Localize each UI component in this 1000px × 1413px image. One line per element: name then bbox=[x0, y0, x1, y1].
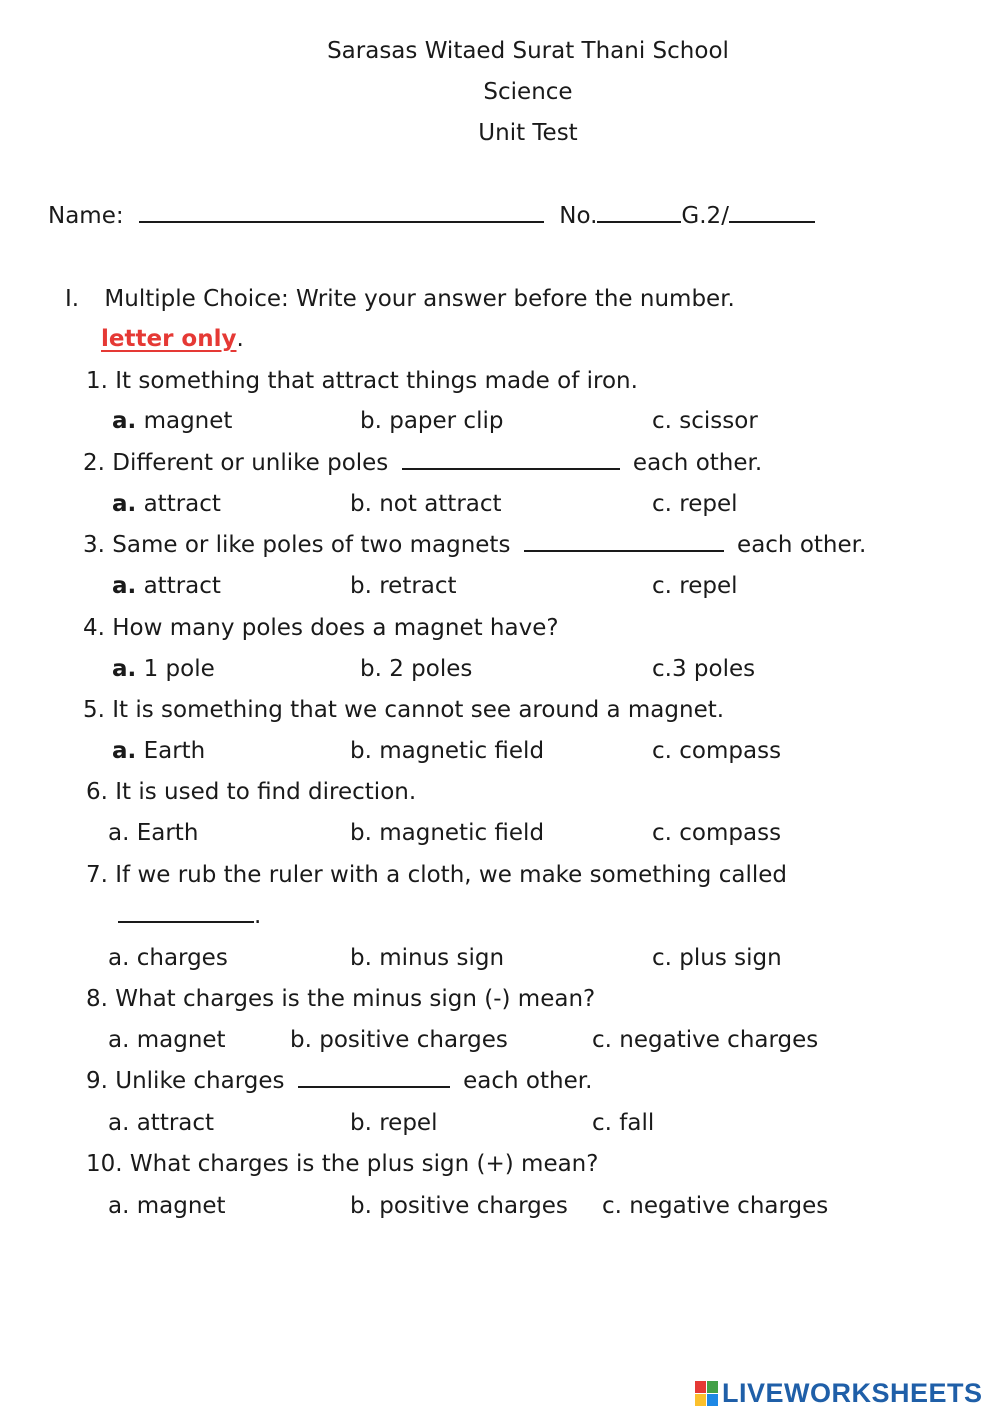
q3-option-a-text: attract bbox=[143, 573, 221, 599]
q7-blank-period: . bbox=[254, 903, 262, 929]
q9-option-c: c. fall bbox=[592, 1110, 655, 1136]
q3-option-a bbox=[112, 571, 221, 601]
q2-option-a-text: attract bbox=[143, 491, 221, 517]
q1-option-a bbox=[112, 406, 232, 436]
subject-title: Science bbox=[483, 79, 573, 105]
q9-option-a: a. attract bbox=[108, 1110, 215, 1136]
q2-option-c: c. repel bbox=[652, 491, 738, 517]
number-field[interactable] bbox=[597, 201, 681, 223]
q2-prompt-start: 2. Different or unlike poles bbox=[83, 450, 389, 476]
q10-option-b: b. positive charges bbox=[350, 1193, 568, 1219]
letter-only-note: letter only bbox=[101, 326, 237, 352]
section-emphasis-row bbox=[101, 324, 244, 354]
q9-prompt-end: each other. bbox=[463, 1068, 593, 1094]
liveworksheets-brand: LIVEWORKSHEETS bbox=[722, 1377, 983, 1408]
q7-option-a: a. charges bbox=[108, 945, 228, 971]
section-heading bbox=[65, 284, 735, 314]
q4-option-a-text: 1 pole bbox=[143, 656, 215, 682]
section-instruction: Multiple Choice: Write your answer before the number. bbox=[104, 286, 735, 312]
q9-prompt-start: 9. Unlike charges bbox=[86, 1068, 285, 1094]
logo-square-yellow bbox=[695, 1394, 706, 1406]
q6-option-a: a. Earth bbox=[108, 820, 199, 846]
q3-prompt-start: 3. Same or like poles of two magnets bbox=[83, 532, 511, 558]
q7-blank[interactable] bbox=[118, 901, 254, 923]
q7-blank-row bbox=[118, 901, 261, 931]
question-4: 4. How many poles does a magnet have? bbox=[83, 615, 559, 641]
q3-blank[interactable] bbox=[524, 530, 724, 552]
question-1: 1. It something that attract things made of iron. bbox=[86, 368, 638, 394]
q4-option-c: c.3 poles bbox=[652, 656, 756, 682]
question-5: 5. It is something that we cannot see around a magnet. bbox=[83, 697, 725, 723]
period: . bbox=[236, 326, 244, 352]
number-label: No. bbox=[559, 203, 598, 229]
q1-option-b: b. paper clip bbox=[360, 408, 504, 434]
q8-option-b: b. positive charges bbox=[290, 1027, 508, 1053]
question-7: 7. If we rub the ruler with a cloth, we make something called bbox=[86, 862, 787, 888]
q8-option-a: a. magnet bbox=[108, 1027, 226, 1053]
logo-square-red bbox=[695, 1381, 706, 1393]
liveworksheets-logo[interactable] bbox=[695, 1378, 983, 1408]
q5-option-a-text: Earth bbox=[143, 738, 206, 764]
q10-option-a: a. magnet bbox=[108, 1193, 226, 1219]
question-10: 10. What charges is the plus sign (+) mean? bbox=[86, 1151, 599, 1177]
q3-option-c: c. repel bbox=[652, 573, 738, 599]
student-info-row bbox=[48, 201, 815, 231]
q6-option-b: b. magnetic field bbox=[350, 820, 545, 846]
q5-option-a-letter: a. bbox=[112, 738, 137, 764]
q8-option-c: c. negative charges bbox=[592, 1027, 819, 1053]
class-field[interactable] bbox=[729, 201, 815, 223]
q2-blank[interactable] bbox=[402, 448, 620, 470]
test-title: Unit Test bbox=[478, 120, 578, 146]
q5-option-c: c. compass bbox=[652, 738, 782, 764]
q3-option-b: b. retract bbox=[350, 573, 457, 599]
q5-option-b: b. magnetic field bbox=[350, 738, 545, 764]
q1-option-a-letter: a. bbox=[112, 408, 137, 434]
q4-option-b: b. 2 poles bbox=[360, 656, 473, 682]
q10-option-c: c. negative charges bbox=[602, 1193, 829, 1219]
question-9 bbox=[86, 1066, 592, 1096]
q3-prompt-end: each other. bbox=[737, 532, 867, 558]
q3-option-a-letter: a. bbox=[112, 573, 137, 599]
q2-option-a bbox=[112, 489, 221, 519]
name-label: Name: bbox=[48, 203, 124, 229]
question-2 bbox=[83, 448, 762, 478]
q7-option-c: c. plus sign bbox=[652, 945, 782, 971]
q2-option-a-letter: a. bbox=[112, 491, 137, 517]
q4-option-a-letter: a. bbox=[112, 656, 137, 682]
school-name: Sarasas Witaed Surat Thani School bbox=[327, 38, 729, 64]
section-numeral: I. bbox=[65, 286, 80, 312]
liveworksheets-logo-icon bbox=[695, 1381, 718, 1406]
logo-square-green bbox=[707, 1381, 718, 1393]
q9-blank[interactable] bbox=[298, 1066, 450, 1088]
question-3 bbox=[83, 530, 866, 560]
question-8: 8. What charges is the minus sign (-) mean? bbox=[86, 986, 596, 1012]
grade-label: G.2/ bbox=[681, 203, 729, 229]
logo-square-blue bbox=[707, 1394, 718, 1406]
q2-prompt-end: each other. bbox=[632, 450, 763, 476]
q4-option-a bbox=[112, 654, 215, 684]
q1-option-a-text: magnet bbox=[143, 408, 233, 434]
q2-option-b: b. not attract bbox=[350, 491, 502, 517]
q6-option-c: c. compass bbox=[652, 820, 782, 846]
q5-option-a bbox=[112, 736, 205, 766]
name-field[interactable] bbox=[139, 201, 544, 223]
q1-option-c: c. scissor bbox=[652, 408, 758, 434]
question-6: 6. It is used to find direction. bbox=[86, 779, 417, 805]
q9-option-b: b. repel bbox=[350, 1110, 438, 1136]
q7-option-b: b. minus sign bbox=[350, 945, 505, 971]
